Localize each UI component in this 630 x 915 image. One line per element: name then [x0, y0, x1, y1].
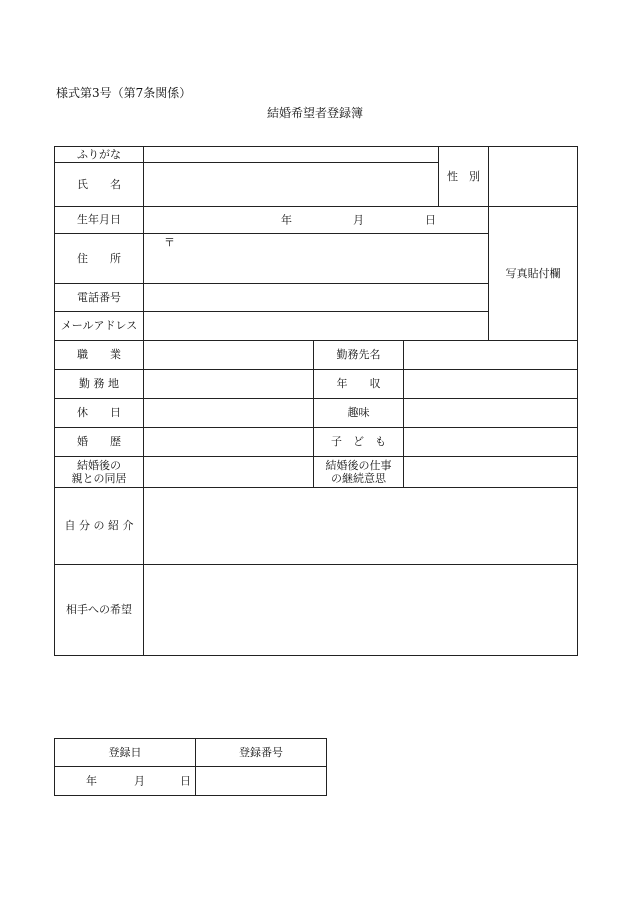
- address-label: 住 所: [55, 234, 144, 284]
- reg-day-unit: 日: [180, 774, 191, 788]
- name-input[interactable]: [144, 163, 439, 207]
- phone-label: 電話番号: [55, 284, 144, 312]
- registration-form-table: [54, 146, 578, 656]
- address-input[interactable]: [144, 234, 489, 284]
- marital-history-label: 婚 歴: [55, 428, 144, 457]
- occupation-input[interactable]: [144, 341, 314, 370]
- self-intro-label: 自 分 の 紹 介: [55, 488, 144, 565]
- children-input[interactable]: [404, 428, 578, 457]
- phone-input[interactable]: [144, 284, 489, 312]
- self-intro-input[interactable]: [144, 488, 578, 565]
- workplace-label: 勤 務 地: [55, 370, 144, 399]
- workplace-input[interactable]: [144, 370, 314, 399]
- reg-date-label: 登録日: [55, 739, 196, 767]
- reg-year-unit: 年: [86, 774, 97, 788]
- birthdate-input[interactable]: [144, 207, 489, 234]
- employer-input[interactable]: [404, 341, 578, 370]
- document-title: 結婚希望者登録簿: [266, 106, 363, 120]
- birth-year-unit: 年: [281, 213, 292, 227]
- furigana-label: ふりがな: [55, 147, 144, 163]
- children-label: 子 ど も: [314, 428, 404, 457]
- birth-month-unit: 月: [353, 213, 364, 227]
- gender-label: 性 別: [439, 147, 489, 207]
- occupation-label: 職 業: [55, 341, 144, 370]
- holiday-label: 休 日: [55, 399, 144, 428]
- postal-mark: 〒: [164, 236, 175, 249]
- form-number-label: 様式第3号（第7条関係）: [56, 86, 192, 100]
- continue-work-input[interactable]: [404, 457, 578, 488]
- partner-wish-label: 相手への希望: [55, 565, 144, 656]
- parent-cohabitation-label: [55, 457, 144, 488]
- reg-number-input[interactable]: [196, 767, 327, 796]
- cohabit-line-2: 親との同居: [71, 472, 127, 485]
- name-label: 氏 名: [55, 163, 144, 207]
- continue-work-line-1: 結婚後の仕事: [325, 458, 392, 472]
- hobby-input[interactable]: [404, 399, 578, 428]
- reg-number-label: 登録番号: [196, 739, 327, 767]
- email-label: メールアドレス: [55, 312, 144, 341]
- reg-date-input[interactable]: [55, 767, 196, 796]
- hobby-label: 趣味: [314, 399, 404, 428]
- employer-label: 勤務先名: [314, 341, 404, 370]
- birthdate-label: 生年月日: [55, 207, 144, 234]
- marital-history-input[interactable]: [144, 428, 314, 457]
- continue-work-label: [314, 457, 404, 488]
- continue-work-line-2: の継続意思: [331, 472, 386, 485]
- income-input[interactable]: [404, 370, 578, 399]
- parent-cohabitation-input[interactable]: [144, 457, 314, 488]
- email-input[interactable]: [144, 312, 489, 341]
- photo-area[interactable]: 写真貼付欄: [489, 207, 578, 341]
- cohabit-line-1: 結婚後の: [77, 458, 121, 472]
- partner-wish-input[interactable]: [144, 565, 578, 656]
- registration-office-table: [54, 738, 327, 796]
- birth-day-unit: 日: [425, 213, 436, 227]
- gender-input[interactable]: [489, 147, 578, 207]
- income-label: 年 収: [314, 370, 404, 399]
- reg-month-unit: 月: [134, 774, 145, 788]
- furigana-input[interactable]: [144, 147, 439, 163]
- holiday-input[interactable]: [144, 399, 314, 428]
